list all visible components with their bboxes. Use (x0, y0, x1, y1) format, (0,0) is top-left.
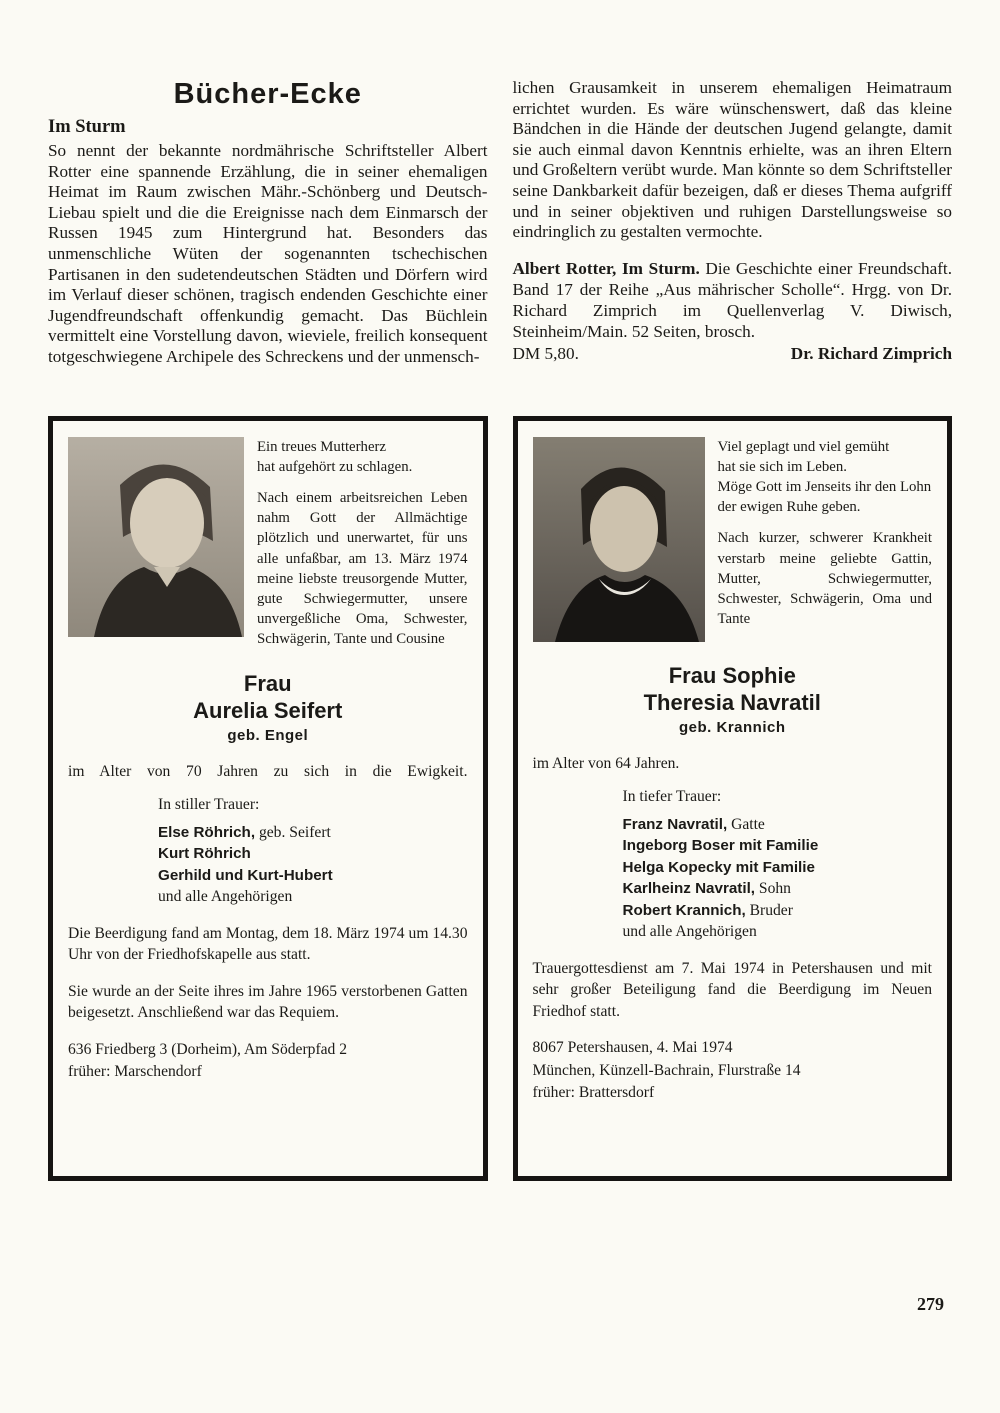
verse-line: Ein treues Mutterherz (257, 438, 387, 455)
mourners-block (158, 796, 468, 908)
book-reference-lead: Albert Rotter, Im Sturm. (512, 258, 700, 278)
memorial-verse (257, 437, 468, 477)
age-line: im Alter von 70 Jahren zu sich in die Ewigkeit. (68, 762, 468, 780)
address-block (68, 1039, 468, 1084)
article-body-col1: So nennt der bekannte nordmährische Schriftsteller Albert Rotter eine spannende Erzählung, die in seiner ehemaligen Heimat im Raum zwischen Mähr.-Schönberg und Deutsch-Liebau spielt und die die Ereignisse nach dem Einmarsch der Russen 1945 zum Hintergrund hat. Besonders das unmenschliche Wüten der sogenannten tschechischen Partisanen in den sudetendeutschen Städten und Dörfern wird im Verlauf dieser schönen, tragisch endenden Geschichte einer Jugendfreundschaft offenkundig gemacht. Das Büchlein vermittelt eine Vorstellung davon, wieviele, freilich konsequent totgeschwiegene Archipele des Schreckens und der unmensch- (48, 141, 488, 366)
mourner-line (158, 865, 468, 887)
mourner-line (158, 822, 468, 844)
mourner-name: Robert Krannich, (622, 901, 746, 919)
article-body-col2: lichen Grausamkeit in unserem ehemaligen Heimatraum errichtet wurden. Es wäre wünschenswert, daß das kleine Bändchen in die Hände der deutschen Jugend gelangte, damit sie auch einmal davon Kenntnis erhielte, was an ihren Eltern und Großeltern verübt wurde. Man könnte so dem Schriftsteller seine Dankbarkeit dafür bezeigen, daß er dieses Thema aufgriff und in seiner objektiven und ruhigen Darstellungsweise so eindringlich zu gestalten vermochte. (512, 78, 952, 242)
deceased-name-line: Frau Sophie (668, 662, 796, 688)
address-line: München, Künzell-Bachrain, Flurstraße 14 (532, 1061, 801, 1079)
grief-title: In tiefer Trauer: (622, 787, 722, 805)
article-column-left (48, 78, 488, 368)
grief-title: In stiller Trauer: (158, 795, 260, 813)
mourner-name: Helga Kopecky mit Familie (622, 858, 815, 876)
mourner-line (623, 900, 933, 922)
deceased-name-block (533, 662, 933, 740)
book-reference (513, 258, 953, 343)
mourner-role: Sohn (755, 880, 791, 898)
obituary-navratil-header (533, 437, 933, 642)
obituary-seifert (48, 416, 488, 1181)
address-line: früher: Marschendorf (68, 1063, 202, 1081)
deceased-name-line: Frau (243, 670, 292, 696)
article-title: Bücher-Ecke (173, 78, 362, 110)
funeral-notice: Die Beerdigung fand am Montag, dem 18. März 1974 um 14.30 Uhr von der Friedhofskapelle aus statt. (68, 924, 468, 964)
mourner-name: Kurt Röhrich (158, 845, 251, 863)
book-reference-footer (513, 343, 953, 364)
mourner-name: Else Röhrich, (158, 823, 256, 841)
mourner-name: Gerhild und Kurt-Hubert (158, 866, 333, 884)
review-author-signature: Dr. Richard Zimprich (790, 343, 952, 363)
book-reference-body: Die Geschichte einer Freundschaft. Band 17 der Reihe „Aus mährischer Scholle“. Hrgg. von Dr. Richard Zimprich im Quellenverlag V. Diwisch, Steinheim/Main. 52 Seiten, brosch. (512, 258, 952, 342)
funeral-notice: Trauergottesdienst am 7. Mai 1974 in Petershausen und mit sehr großer Beteiligung fand die Beerdigung im Neuen Friedhof statt. (532, 959, 932, 1020)
obituary-navratil (513, 416, 953, 1181)
epitaph-navratil (718, 437, 933, 642)
deceased-name-line: Theresia Navratil (643, 689, 821, 715)
mourner-line (623, 857, 933, 879)
deceased-name-block (68, 670, 468, 748)
age-line: im Alter von 64 Jahren. (532, 754, 680, 772)
mourner-line (623, 878, 933, 900)
mourners-suffix: und alle Angehörigen (622, 923, 757, 941)
book-review-article (0, 0, 1000, 368)
address-line: früher: Brattersdorf (532, 1084, 655, 1102)
mourner-line (623, 835, 933, 857)
address-line: 8067 Petershausen, 4. Mai 1974 (532, 1039, 733, 1057)
memorial-verse (718, 437, 933, 518)
death-notice-intro: Nach einem arbeitsreichen Leben nahm Gott der Allmächtige plötzlich und unerwartet, für uns alle unfaßbar, am 13. März 1974 meine liebste treusorgende Mutter, gute Schwiegermutter, unsere unvergeßliche Oma, Schwester, Schwägerin, Tante und Cousine (257, 489, 468, 648)
mourners-suffix: und alle Angehörigen (158, 888, 293, 906)
mourner-line (158, 843, 468, 865)
portrait-photo-seifert (68, 437, 244, 650)
burial-notice: Sie wurde an der Seite ihres im Jahre 1965 verstorbenen Gatten beigesetzt. Anschließend war das Requiem. (68, 982, 468, 1022)
verse-line: hat sie sich im Leben. (717, 458, 847, 475)
article-column-right (513, 78, 953, 368)
mourner-name: Karlheinz Navratil, (622, 880, 756, 898)
epitaph-seifert (257, 437, 468, 650)
obituaries-row (0, 368, 1000, 1181)
page-number: 279 (917, 1294, 944, 1314)
obituary-seifert-header (68, 437, 468, 650)
address-block (533, 1037, 933, 1105)
maiden-name: geb. Engel (227, 726, 309, 744)
portrait-photo-navratil (533, 437, 705, 642)
mourner-line (623, 814, 933, 836)
deceased-name-line: Aurelia Seifert (193, 697, 343, 723)
address-line: 636 Friedberg 3 (Dorheim), Am Söderpfad 2 (68, 1040, 348, 1058)
mourner-role: geb. Seifert (255, 823, 331, 841)
mourner-name: Franz Navratil, (622, 815, 728, 833)
mourner-role: Bruder (745, 901, 793, 919)
verse-line: Möge Gott im Jenseits ihr den Lohn der ewigen Ruhe geben. (717, 478, 932, 516)
mourners-block (623, 788, 933, 943)
mourner-name: Ingeborg Boser mit Familie (622, 837, 819, 855)
book-price: DM 5,80. (512, 343, 579, 363)
maiden-name: geb. Krannich (678, 718, 786, 736)
mourner-role: Gatte (727, 815, 765, 833)
death-notice-intro: Nach kurzer, schwerer Krankheit verstarb meine geliebte Gattin, Mutter, Schwiegermutter, Schwester, Schwägerin, Oma und Tante (717, 530, 932, 628)
verse-line: Viel geplagt und viel gemüht (717, 438, 890, 455)
article-subtitle: Im Sturm (48, 117, 126, 137)
verse-line: hat aufgehört zu schlagen. (257, 458, 413, 475)
